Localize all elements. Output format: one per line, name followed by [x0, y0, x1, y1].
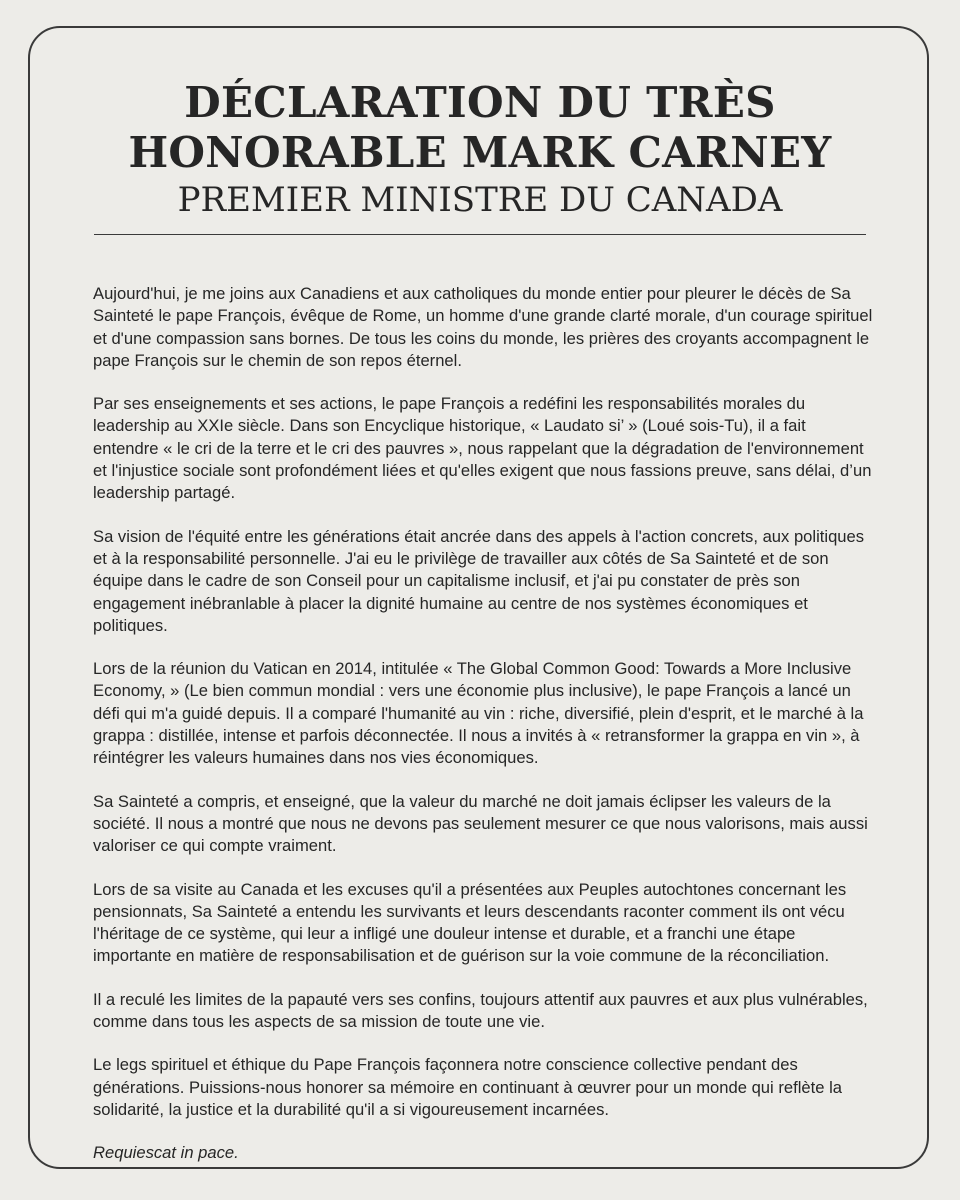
paragraph-8: Le legs spirituel et éthique du Pape François façonnera notre conscience collective pendant des générations. Puissions-nous honorer sa mémoire en continuant à œuvrer pour un monde qui reflète la solidarité, la justice et la durabilité qu'il a si vigoureusement incarnées. [93, 1055, 842, 1119]
statement-body [93, 283, 873, 1186]
statement-title [0, 78, 960, 178]
paragraph-7: Il a reculé les limites de la papauté vers ses confins, toujours attentif aux pauvres et aux plus vulnérables, comme dans tous les aspects de sa mission de toute une vie. [93, 989, 868, 1032]
paragraph-5: Sa Sainteté a compris, et enseigné, que la valeur du marché ne doit jamais éclipser les valeurs de la société. Il nous a montré que nous ne devons pas seulement mesurer ce que nous valorisons, mais aussi valoriser ce qui compte vraiment. [93, 791, 868, 856]
paragraph-3: Sa vision de l'équité entre les générations était ancrée dans des appels à l'action concrets, aux politiques et à la responsabilité personnelle. J'ai eu le privilège de travailler aux côtés de Sa Sainteté et de son équipe dans le cadre de son Conseil pour un capitalisme inclusif, et j'ai pu constater de près son engagement inébranlable à placer la dignité humaine au centre de nos systèmes économiques et politiques. [93, 526, 865, 635]
paragraph-4: Lors de la réunion du Vatican en 2014, intitulée « The Global Common Good: Towards a More Inclusive Economy, » (Le bien commun mondial : vers une économie plus inclusive), le pape François a lancé un défi qui m'a guidé depuis. Il a comparé l'humanité au vin : riche, diversifié, plein d'esprit, et le marché à la grappa : distillée, intense et parfois déconnectée. Il nous a invités à « retransformer la grappa en vin », à réintégrer les valeurs humaines dans nos vies économiques. [93, 659, 864, 768]
paragraph-1: Aujourd'hui, je me joins aux Canadiens et aux catholiques du monde entier pour pleurer le décès de Sa Sainteté le pape François, évêque de Rome, un homme d'une grande clarté morale, d'un courage spirituel et d'une compassion sans bornes. De tous les coins du monde, les prières des croyants accompagnent le pape François sur le chemin de son repos éternel. [93, 284, 873, 370]
paragraph-6: Lors de sa visite au Canada et les excuses qu'il a présentées aux Peuples autochtones concernant les pensionnats, Sa Sainteté a entendu les survivants et leurs descendants raconter comment ils ont vécu l'héritage de ce système, qui leur a infligé une douleur intense et durable, et a franchi une étape importante en matière de responsabilisation et de guérison sur la voie commune de la réconciliation. [93, 879, 847, 966]
closing-line: Requiescat in pace. [93, 1143, 239, 1163]
title-divider [94, 234, 866, 235]
title-line-1: DÉCLARATION DU TRÈS [184, 78, 776, 127]
statement-subtitle: PREMIER MINISTRE DU CANADA [177, 180, 783, 220]
paragraph-2: Par ses enseignements et ses actions, le pape François a redéfini les responsabilités morales du leadership au XXIe siècle. Dans son Encyclique historique, « Laudato si’ » (Loué sois-Tu), il a fait entendre « le cri de la terre et le cri des pauvres », nous rappelant que la dégradation de l'environnement et l'injustice sociale sont profondément liées et qu'elles exigent que nous fassions preuve, sans délai, d’un leadership partagé. [93, 394, 872, 503]
title-line-2: HONORABLE MARK CARNEY [128, 128, 832, 177]
